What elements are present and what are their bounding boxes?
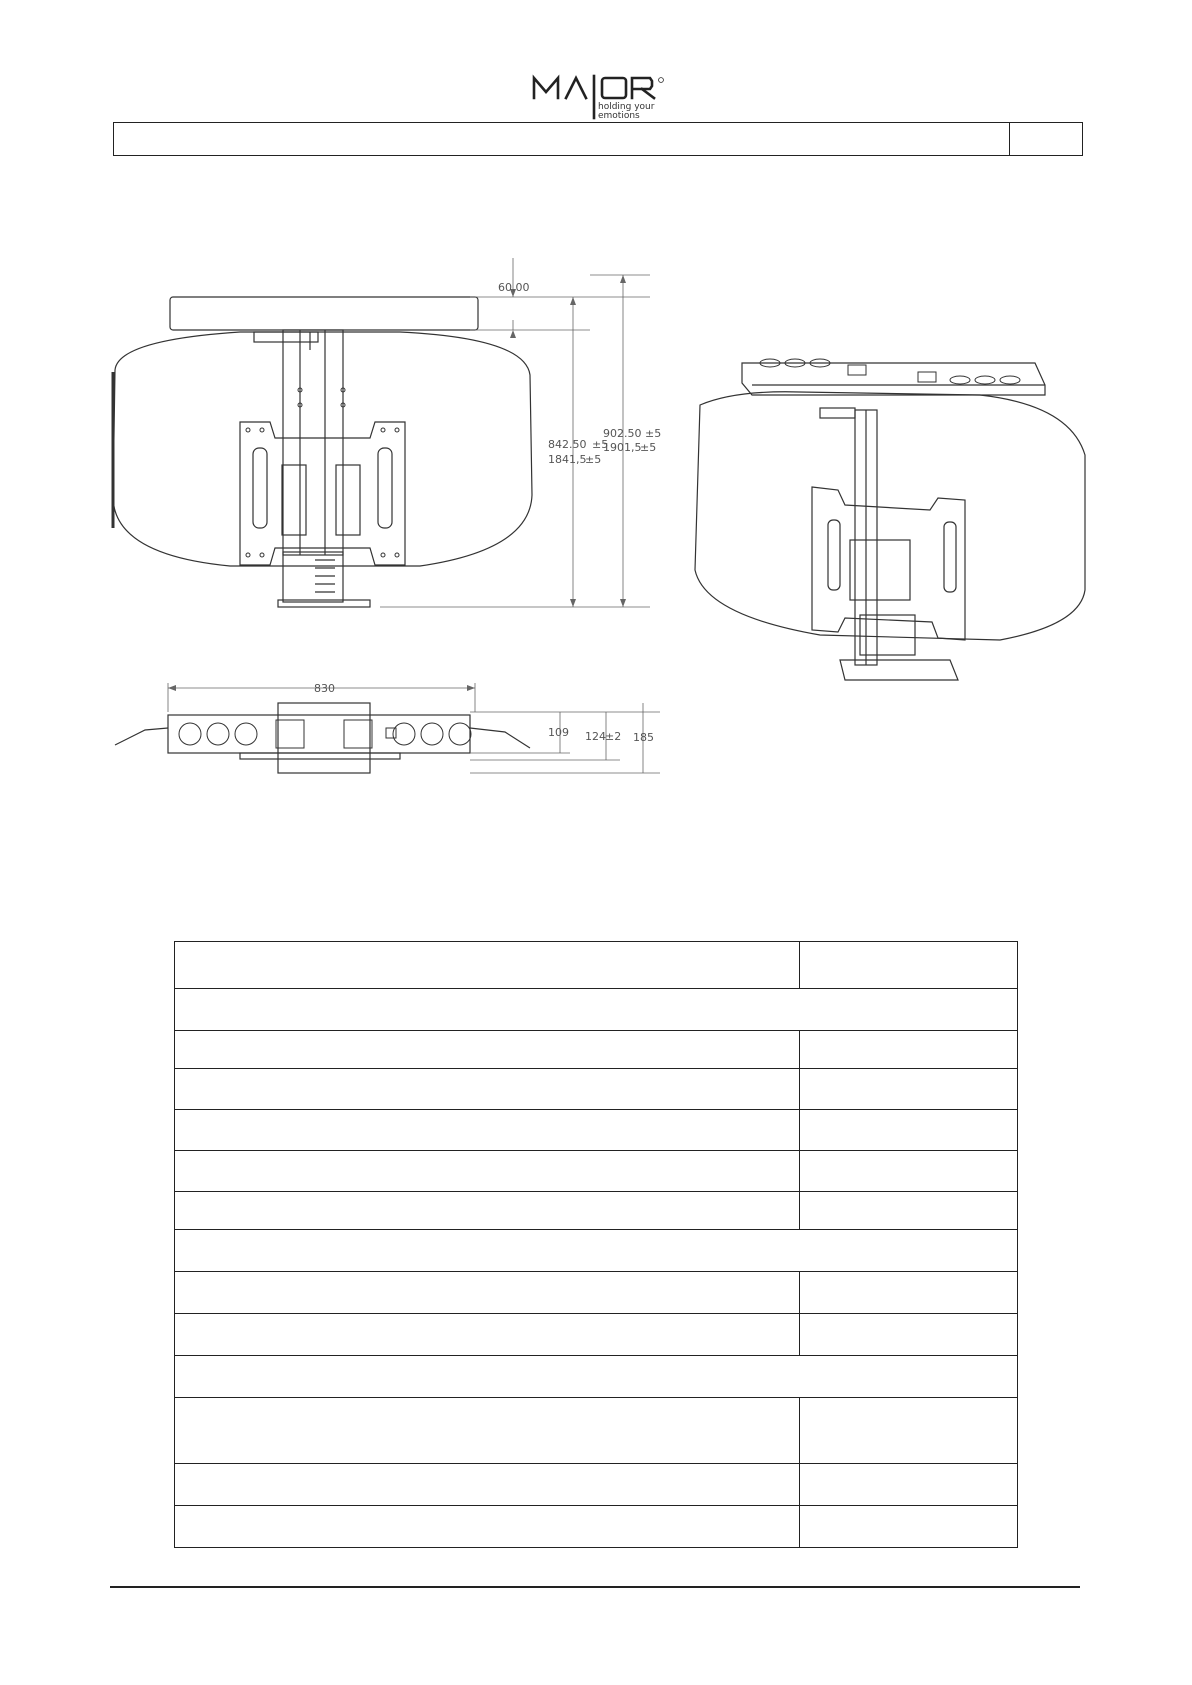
table-row [175,1314,1018,1356]
table-label-cell [175,1031,800,1069]
dim-depth-b: 124 [585,730,606,743]
technical-drawing [0,240,1192,800]
table-value-cell [800,942,1018,989]
table-label-cell [175,1192,800,1230]
dim-height-b: 902.50 [603,427,642,440]
dim-height-d-tol: ±5 [640,441,657,454]
table-label-cell [175,1151,800,1192]
spec-table [174,941,1018,1548]
footer-rule [110,1586,1080,1588]
table-label-cell [175,1506,800,1548]
table-row [175,1192,1018,1230]
dim-top-offset: 60.00 [498,281,530,294]
table-label-cell [175,942,800,989]
table-row [175,1110,1018,1151]
logo-tagline-2: emotions [598,111,640,120]
table-row [175,1506,1018,1548]
header-title-box [113,122,1083,156]
dim-height-a: 842.50 [548,438,587,451]
table-row [175,942,1018,989]
front-view [113,297,532,607]
brand-logo [530,72,670,120]
table-value-cell [800,1314,1018,1356]
table-row [175,1398,1018,1464]
table-section-cell [175,1356,1018,1398]
dim-height-c-tol: ±5 [585,453,602,466]
table-label-cell [175,1272,800,1314]
table-row [175,1272,1018,1314]
table-label-cell [175,1314,800,1356]
dim-depth-b-tol: ±2 [605,730,622,743]
table-value-cell [800,1069,1018,1110]
table-row [175,1069,1018,1110]
dim-depth-c: 185 [633,731,654,744]
table-row [175,1151,1018,1192]
header-page-box-divider [1009,123,1010,155]
dim-height-d: 1901,5 [603,441,642,454]
dim-height-b-tol: ±5 [645,427,662,440]
table-row [175,1464,1018,1506]
table-row [175,1031,1018,1069]
table-value-cell [800,1398,1018,1464]
table-value-cell [800,1192,1018,1230]
dim-depth-a: 109 [548,726,569,739]
table-value-cell [800,1151,1018,1192]
perspective-view [695,359,1085,680]
table-section-cell [175,989,1018,1031]
table-value-cell [800,1272,1018,1314]
table-value-cell [800,1031,1018,1069]
table-section-cell [175,1230,1018,1272]
dim-height-c: 1841,5 [548,453,587,466]
logo-tagline-1: holding your [598,102,655,112]
dim-width: 830 [314,682,335,695]
table-label-cell [175,1398,800,1464]
table-row [175,989,1018,1031]
dim-height-a-tol: ±5 [592,438,609,451]
table-row [175,1230,1018,1272]
table-value-cell [800,1110,1018,1151]
table-value-cell [800,1464,1018,1506]
table-value-cell [800,1506,1018,1548]
top-view [115,703,530,773]
table-label-cell [175,1464,800,1506]
table-row [175,1356,1018,1398]
table-label-cell [175,1069,800,1110]
table-label-cell [175,1110,800,1151]
